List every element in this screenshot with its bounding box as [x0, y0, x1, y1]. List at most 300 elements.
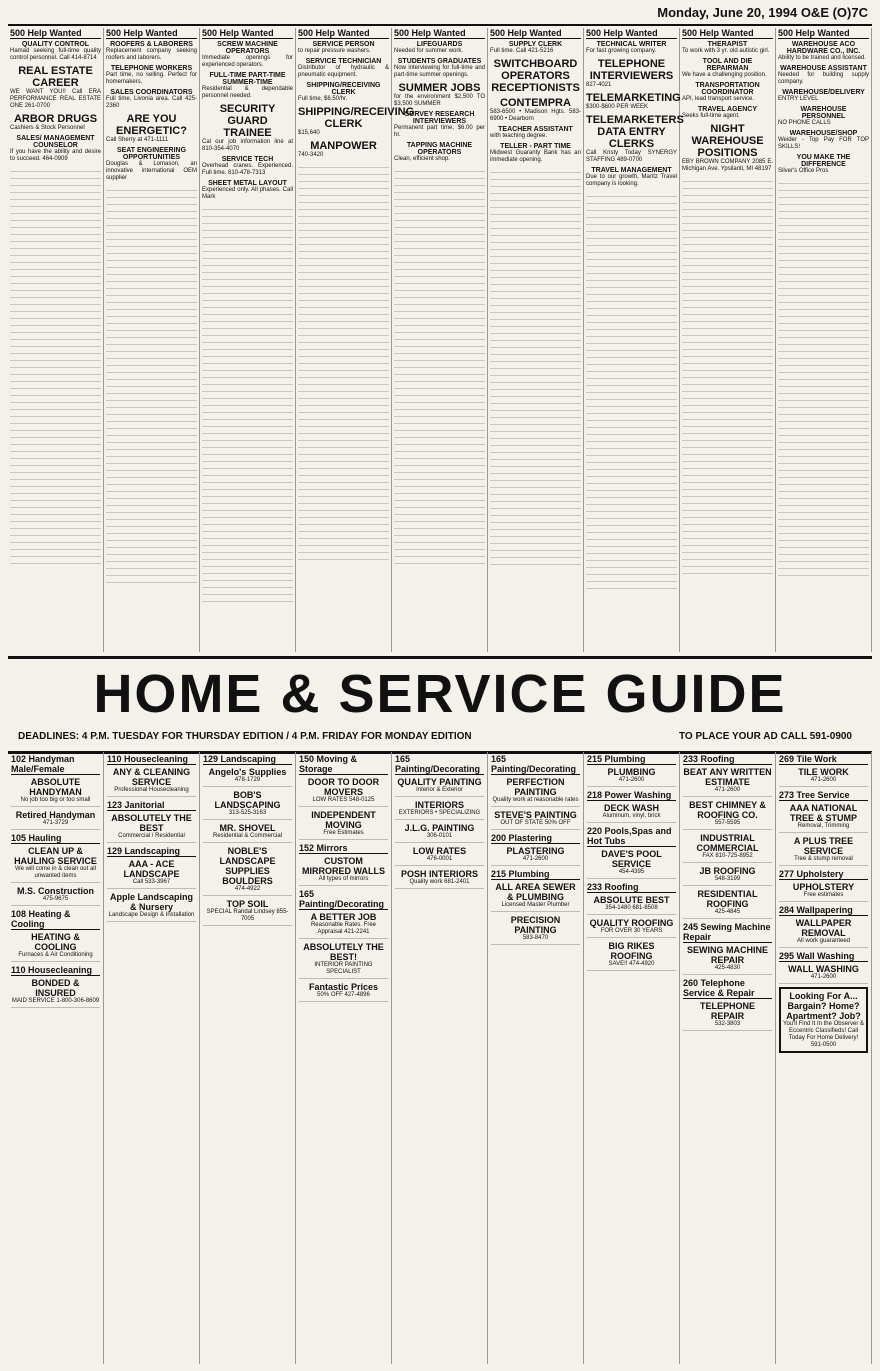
section-heading: 273 Tree Service	[779, 790, 868, 801]
section-heading: 110 Housecleaning	[107, 754, 196, 765]
section-heading: 108 Heating & Cooling	[11, 909, 100, 930]
classified-ad	[586, 92, 681, 111]
ad-title: TELEPHONE REPAIR	[699, 1001, 755, 1021]
ad-title: WAREHOUSE PERSONNEL	[800, 106, 847, 120]
section-heading: 295 Wall Washing	[779, 951, 868, 962]
ad-title: SERVICE TECHNICIAN	[305, 58, 382, 65]
ad-body: Interior & Exterior	[416, 787, 463, 793]
ad-title: MR. SHOVEL	[219, 823, 276, 833]
ad-title: PLASTERING	[506, 846, 565, 856]
ad-title: Looking For A... Bargain? Home? Apartment? Job?	[786, 991, 861, 1021]
classified-ad	[490, 143, 581, 164]
ad-title: TELEMARKETERS DATA ENTRY CLERKS	[586, 114, 684, 150]
classified-ad	[394, 142, 485, 163]
ad-title: ROOFERS & LABORERS	[110, 41, 193, 48]
guide-title: HOME & SERVICE GUIDE	[93, 664, 787, 724]
fine-print-text	[682, 176, 773, 576]
classified-ad	[778, 65, 869, 86]
ad-title: SUPPLY CLERK	[508, 41, 563, 48]
ad-title: SEAT ENGINEERING OPPORTUNITIES	[116, 147, 187, 161]
ad-body: Removal, Trimming	[797, 823, 850, 829]
classified-ad	[202, 72, 293, 100]
section-heading: 277 Upholstery	[779, 869, 868, 880]
ad-body: For fast growing company.	[586, 48, 657, 54]
ad-title: LOW RATES	[412, 846, 467, 856]
ad-body: 740-3420	[298, 152, 324, 158]
ad-title: TILE WORK	[798, 767, 849, 777]
service-ad	[779, 987, 868, 1053]
service-ad	[587, 849, 676, 879]
classified-ad	[10, 65, 101, 110]
service-ad	[395, 823, 484, 843]
section-heading: 245 Sewing Machine Repair	[683, 922, 771, 942]
service-ad	[683, 800, 772, 830]
column-heading: 500 Help Wanted	[202, 28, 293, 39]
ad-title: THERAPIST	[707, 41, 748, 48]
help-column	[488, 28, 584, 652]
ad-body: To work with 3 yr. old autistic girl.	[682, 48, 770, 54]
ad-body: 557-5595	[714, 820, 741, 826]
classified-ad	[778, 154, 869, 175]
ad-body: Overhead cranes. Experienced. Full time. 810-478-7313	[202, 163, 293, 176]
section-heading: 102 Handyman Male/Female	[11, 754, 100, 775]
fine-print-text	[10, 166, 101, 566]
ad-body: Cal our job information line at 810-354-4070	[202, 139, 293, 152]
classified-ad	[394, 58, 485, 79]
classified-ad	[106, 65, 197, 86]
ad-body: 454-4395	[618, 869, 645, 875]
ad-body: Distributor of hydraulic & pneumatic equipment.	[298, 65, 389, 78]
service-ad	[779, 803, 868, 833]
section-heading: 123 Janitorial	[107, 800, 196, 811]
service-ad	[587, 767, 676, 787]
service-ad	[491, 882, 580, 912]
ad-body: INTERIOR PAINTING SPECIALIST	[314, 962, 373, 975]
ad-title: FULL-TIME PART-TIME SUMMER-TIME	[209, 72, 286, 86]
ad-body: If you have the ability and desire to succeed. 464-0909	[10, 149, 101, 162]
ad-title: CUSTOM MIRRORED WALLS	[302, 856, 385, 876]
ad-body: All work guaranteed	[796, 938, 851, 944]
column-heading: 500 Help Wanted	[586, 28, 677, 39]
ad-title: CONTEMPRA	[500, 97, 571, 109]
service-ad	[779, 836, 868, 866]
ad-title: PERFECTION PAINTING	[506, 777, 565, 797]
ad-body: Reasonable Rates. Free Appraisal 421-2241	[310, 922, 377, 935]
ad-body: 827-4021	[586, 82, 612, 88]
service-ad	[11, 978, 100, 1008]
ad-body: 313-525-3163	[228, 810, 267, 816]
fine-print-text	[106, 185, 197, 585]
ad-title: ABSOLUTE BEST	[593, 895, 670, 905]
service-ad	[779, 767, 868, 787]
ad-title: TEACHER ASSISTANT	[498, 126, 573, 133]
ad-body: 471-2600	[522, 856, 549, 862]
guide-deadlines: DEADLINES: 4 P.M. TUESDAY FOR THURSDAY EDITION / 4 P.M. FRIDAY FOR MONDAY EDITION	[18, 731, 472, 742]
service-ad	[491, 846, 580, 866]
ad-body: Silver's Office Pros	[778, 168, 829, 174]
ad-body: Part time, no selling. Perfect for homemakers.	[106, 72, 197, 85]
ad-title: TRANSPORTATION COORDINATOR	[695, 82, 760, 96]
ad-body: for the environment $2,500 TO $3,500 SUMMER	[394, 94, 485, 107]
ad-title: SCREW MACHINE OPERATORS	[217, 41, 278, 55]
ad-body: LOW RATES 548-0125	[312, 797, 375, 803]
ad-body: Cashiers & Stock Personnel	[10, 125, 85, 131]
ad-body: Commercial / Residential	[118, 833, 185, 839]
ad-title: A BETTER JOB	[310, 912, 377, 922]
ad-title: INDUSTRIAL COMMERCIAL	[696, 833, 759, 853]
ad-title: REAL ESTATE CAREER	[18, 65, 93, 89]
section-heading: 269 Tile Work	[779, 754, 868, 765]
guide-banner	[8, 656, 872, 754]
classified-ad	[778, 41, 869, 62]
help-column	[776, 28, 872, 652]
classified-ad	[778, 106, 869, 127]
classified-ad	[106, 147, 197, 182]
ad-body: 583-6500 • Madison Hgts. 583-6900 • Dearborn	[490, 109, 581, 122]
ad-title: RESIDENTIAL ROOFING	[697, 889, 758, 909]
ad-body: Now interviewing for full-time and part-time summer openings.	[394, 65, 485, 78]
ad-title: ABSOLUTELY THE BEST	[111, 813, 192, 833]
guide-column	[680, 752, 776, 1364]
ad-body: Douglas & Lomason, an innovative international OEM supplier	[106, 161, 197, 181]
section-heading: 215 Plumbing	[491, 869, 580, 880]
classified-ad	[298, 106, 415, 137]
service-ad	[491, 777, 580, 807]
classified-ad	[682, 106, 773, 120]
service-ad	[203, 767, 292, 787]
ad-title: SALES COORDINATORS	[110, 89, 193, 96]
classified-ad	[202, 156, 293, 177]
guide-column	[8, 752, 104, 1364]
ad-body: 471-3729	[42, 820, 69, 826]
classified-ad	[202, 103, 293, 153]
service-ad	[587, 803, 676, 823]
service-ad	[299, 942, 388, 979]
ad-title: QUALITY CONTROL	[21, 41, 90, 48]
ad-body: Tree & stump removal	[794, 856, 853, 862]
ad-title: ARE YOU ENERGETIC?	[116, 113, 187, 137]
classified-ad	[10, 135, 101, 163]
ad-title: TAPPING MACHINE OPERATORS	[406, 142, 473, 156]
service-guide-section	[8, 752, 872, 1364]
guide-column	[200, 752, 296, 1364]
ad-title: TOP SOIL	[226, 899, 269, 909]
service-ad	[203, 846, 292, 896]
ad-body: 583-8470	[522, 935, 549, 941]
classified-ad	[298, 140, 389, 159]
ad-title: INTERIORS	[414, 800, 464, 810]
ad-body: 50% OFF 427-4896	[317, 992, 370, 998]
service-ad	[587, 918, 676, 938]
section-heading: 260 Telephone Service & Repair	[683, 978, 772, 999]
column-heading: 500 Help Wanted	[682, 28, 773, 39]
ad-body: Needed for building supply company.	[778, 72, 869, 85]
guide-column	[584, 752, 680, 1364]
ad-title: PRECISION PAINTING	[510, 915, 561, 935]
ad-title: TELLER - PART TIME	[500, 143, 571, 150]
ad-body: No job too big or too small	[20, 797, 91, 803]
fine-print-text	[490, 167, 581, 567]
service-ad	[203, 790, 292, 820]
ad-title: Apple Landscaping & Nursery	[109, 892, 193, 912]
ad-body: NO PHONE CALLS	[778, 120, 831, 126]
service-ad	[779, 918, 868, 948]
classified-ad	[586, 58, 677, 89]
ad-title: BEST CHIMNEY & ROOFING CO.	[689, 800, 766, 820]
ad-body: 474-4922	[234, 886, 261, 892]
section-heading: 110 Housecleaning	[11, 965, 100, 976]
column-heading: 500 Help Wanted	[298, 28, 389, 39]
classified-ad	[490, 41, 581, 55]
ad-title: TELEMARKETING	[586, 92, 681, 104]
ad-body: 476-0001	[426, 856, 453, 862]
ad-body: 354-1480 681-8508	[605, 905, 658, 911]
ad-title: WAREHOUSE ASSISTANT	[780, 65, 867, 72]
ad-body: Full time, $6.50/hr.	[298, 96, 348, 102]
fine-print-text	[394, 166, 485, 566]
ad-title: NIGHT WAREHOUSE POSITIONS	[691, 123, 764, 159]
guide-column	[776, 752, 872, 1364]
ad-title: Retired Handyman	[15, 810, 96, 820]
help-column	[8, 28, 104, 652]
ad-title: WAREHOUSE ACO HARDWARE CO., INC.	[786, 41, 861, 55]
classified-ad	[394, 41, 485, 55]
ad-body: Landscape Design & Installation	[108, 912, 195, 918]
guide-column	[488, 752, 584, 1364]
classified-ad	[586, 114, 684, 164]
classified-ad	[202, 180, 293, 201]
ad-title: NOBLE'S LANDSCAPE SUPPLIES BOULDERS	[219, 846, 276, 886]
ad-body: Permanent part time, $6.00 per hr.	[394, 125, 485, 138]
service-ad	[491, 915, 580, 945]
column-heading: 500 Help Wanted	[10, 28, 101, 39]
ad-title: MANPOWER	[310, 140, 377, 152]
service-ad	[11, 810, 100, 830]
ad-body: API, lead transport service.	[682, 96, 755, 102]
ad-body: MAID SERVICE 1-800-306-8609	[11, 998, 100, 1004]
ad-body: Call 533-3967	[132, 879, 171, 885]
service-ad	[299, 912, 388, 939]
section-heading: 105 Hauling	[11, 833, 100, 844]
service-ad	[779, 964, 868, 984]
section-heading: 129 Landscaping	[203, 754, 292, 765]
ad-title: LIFEGUARDS	[416, 41, 463, 48]
service-ad	[587, 895, 676, 915]
ad-body: Replacement company seeking roofers and laborers.	[106, 48, 197, 61]
ad-title: INDEPENDENT MOVING	[311, 810, 376, 830]
ad-title: BOB'S LANDSCAPING	[214, 790, 281, 810]
ad-body: Quality work at reasonable rates	[492, 797, 579, 803]
service-ad	[11, 932, 100, 962]
service-ad	[683, 889, 772, 919]
classified-ad	[10, 41, 101, 62]
classified-ad	[298, 41, 389, 55]
ad-body: OUT OF STATE 50% OFF	[500, 820, 571, 826]
ad-title: TRAVEL AGENCY	[698, 106, 757, 113]
ad-title: WAREHOUSE/SHOP	[789, 130, 858, 137]
ad-body: Call Sherry at 471-1111	[106, 137, 169, 143]
service-ad	[11, 886, 100, 906]
section-heading: 218 Power Washing	[587, 790, 676, 801]
ad-title: DOOR TO DOOR MOVERS	[307, 777, 380, 797]
ad-body: Clean, efficient shop.	[394, 156, 450, 162]
ad-body: 478-1729	[234, 777, 261, 783]
ad-body: 548-3199	[714, 876, 741, 882]
ad-title: WAREHOUSE/DELIVERY	[782, 89, 865, 96]
ad-body: Call Kristy Today SYNERGY STAFFING 489-0700	[586, 150, 677, 163]
service-ad	[395, 777, 484, 797]
ad-body: Midwest Guaranty Bank has an immediate opening.	[490, 150, 581, 163]
ad-body: FOR OVER 30 YEARS	[600, 928, 663, 934]
ad-body: WE WANT YOU!! Call ERA PERFORMANCE REAL ESTATE ONE 261-0700	[10, 89, 101, 109]
ad-title: BONDED & INSURED	[31, 978, 80, 998]
ad-body: EBY BROWN COMPANY 2085 E. Michigan Ave. Ypsilanti, MI 48197	[682, 159, 773, 172]
ad-title: POSH INTERIORS	[400, 869, 478, 879]
service-ad	[299, 777, 388, 807]
ad-title: SUMMER JOBS	[398, 82, 481, 94]
ad-body: Licensed Master Plumber	[501, 902, 570, 908]
service-ad	[11, 846, 100, 883]
ad-title: UPHOLSTERY	[792, 882, 855, 892]
section-heading: 215 Plumbing	[587, 754, 676, 765]
ad-body: ENTRY LEVEL	[778, 96, 819, 102]
ad-body: We have a challenging position.	[682, 72, 767, 78]
ad-body: Immediate openings for experienced operators.	[202, 55, 293, 68]
ad-body: Ability to be trained and licensed.	[778, 55, 867, 61]
service-ad	[395, 800, 484, 820]
help-column	[584, 28, 684, 652]
classified-ad	[394, 111, 485, 139]
ad-title: SEWING MACHINE REPAIR	[687, 945, 768, 965]
classified-ad	[682, 58, 773, 79]
classified-ad	[682, 82, 773, 103]
ad-title: SWITCHBOARD OPERATORS RECEPTIONISTS	[491, 58, 580, 94]
ad-body: to repair pressure washers.	[298, 48, 371, 54]
ad-body: 471-2600	[810, 777, 837, 783]
ad-title: YOU MAKE THE DIFFERENCE	[796, 154, 851, 168]
ad-title: JB ROOFING	[699, 866, 756, 876]
classified-ad	[298, 82, 389, 103]
ad-body: SAVE!! 474-4920	[608, 961, 655, 967]
ad-title: SHIPPING/RECEIVING CLERK	[306, 82, 381, 96]
ad-body: 471-2600	[810, 974, 837, 980]
ad-body: Furnaces & Air Conditioning	[18, 952, 93, 958]
ad-title: M.S. Construction	[17, 886, 94, 896]
ad-body: with teaching degree.	[490, 133, 548, 139]
section-heading: 165 Painting/Decorating	[491, 754, 580, 775]
section-heading: 165 Painting/Decorating	[299, 889, 388, 910]
classified-ad	[490, 58, 581, 94]
ad-body: FAX 810-725-8952	[702, 853, 753, 859]
ad-title: ABSOLUTE HANDYMAN	[29, 777, 82, 797]
ad-title: QUALITY ROOFING	[589, 918, 674, 928]
help-column	[680, 28, 776, 652]
ad-body: Weider - Top Pay FOR TOP SKILLS!	[778, 137, 869, 150]
ad-title: SURVEY RESEARCH INTERVIEWERS	[404, 111, 475, 125]
service-ad	[11, 777, 100, 807]
classified-ad	[682, 41, 773, 55]
ad-body: Experienced only. All phases. Call Mark	[202, 187, 293, 200]
service-ad	[299, 982, 388, 1002]
section-heading: 200 Plastering	[491, 833, 580, 844]
ad-title: BIG RIKES ROOFING	[608, 941, 655, 961]
ad-body: Hamad seeking full-time quality control personnel. Call 414-8714	[10, 48, 101, 61]
ad-body: 306-0101	[426, 833, 453, 839]
ad-title: STEVE'S PAINTING	[494, 810, 577, 820]
ad-title: ALL AREA SEWER & PLUMBING	[495, 882, 576, 902]
ad-body: We will come in & clean out all unwanted items	[15, 866, 96, 879]
service-ad	[203, 899, 292, 926]
column-heading: 500 Help Wanted	[778, 28, 869, 39]
section-heading: 233 Roofing	[683, 754, 772, 765]
service-ad	[395, 846, 484, 866]
service-ad	[395, 869, 484, 889]
ad-title: TRAVEL MANAGEMENT	[591, 167, 672, 174]
ad-title: TECHNICAL WRITER	[596, 41, 667, 48]
ad-body: Quality work 681-2401	[409, 879, 470, 885]
service-ad	[491, 810, 580, 830]
classified-ad	[10, 113, 101, 132]
classified-ad	[586, 41, 677, 55]
help-column	[296, 28, 415, 652]
fine-print-text	[778, 178, 869, 578]
ad-body: Seeks full-time agent.	[682, 113, 740, 119]
fine-print-text	[586, 191, 677, 591]
column-heading: 500 Help Wanted	[106, 28, 197, 39]
classified-ad	[298, 58, 389, 79]
ad-body: Free estimates	[803, 892, 844, 898]
ad-title: DECK WASH	[603, 803, 659, 813]
ad-title: SHEET METAL LAYOUT	[208, 180, 287, 187]
ad-body: Full time, Livonia area. Call 425-2360	[106, 96, 197, 109]
help-wanted-section	[8, 28, 872, 652]
section-heading: 284 Wallpapering	[779, 905, 868, 916]
ad-title: STUDENTS GRADUATES	[397, 58, 482, 65]
ad-body: Full time. Call 421-5216	[490, 48, 554, 54]
service-ad	[107, 813, 196, 843]
service-ad	[683, 866, 772, 886]
ad-body: EXTERIORS • SPECIALIZING	[398, 810, 481, 816]
ad-title: AAA - ACE LANDSCAPE	[123, 859, 180, 879]
section-heading: 150 Moving & Storage	[299, 754, 388, 775]
ad-title: DAVE'S POOL SERVICE	[601, 849, 662, 869]
ad-title: TELEPHONE INTERVIEWERS	[589, 58, 674, 82]
ad-body: 471-2600	[618, 777, 645, 783]
ad-title: A PLUS TREE SERVICE	[793, 836, 854, 856]
help-column	[392, 28, 488, 652]
service-ad	[203, 823, 292, 843]
help-column	[104, 28, 200, 652]
service-ad	[683, 833, 772, 863]
ad-title: Angelo's Supplies	[208, 767, 287, 777]
service-ad	[299, 810, 388, 840]
help-column	[200, 28, 296, 652]
ad-title: SECURITY GUARD TRAINEE	[219, 103, 276, 139]
ad-body: Needed for summer work.	[394, 48, 464, 54]
ad-title: CLEAN UP & HAULING SERVICE	[14, 846, 97, 866]
ad-title: SHIPPING/RECEIVING CLERK	[298, 106, 415, 130]
ad-body: All types of mirrors	[318, 876, 369, 882]
column-heading: 500 Help Wanted	[394, 28, 485, 39]
ad-body: You'll Find It In the Observer & Eccentric Classifieds! Call Today For Home Delivery! 591-0500	[783, 1021, 864, 1048]
ad-title: WALL WASHING	[788, 964, 859, 974]
page-folio: Monday, June 20, 1994 O&E (O)7C	[657, 5, 868, 20]
classified-ad	[106, 113, 197, 144]
service-ad	[299, 856, 388, 886]
ad-body: SPECIAL Randal Lindsey 855-7005	[206, 909, 289, 922]
ad-title: PLUMBING	[607, 767, 656, 777]
service-ad	[779, 882, 868, 902]
